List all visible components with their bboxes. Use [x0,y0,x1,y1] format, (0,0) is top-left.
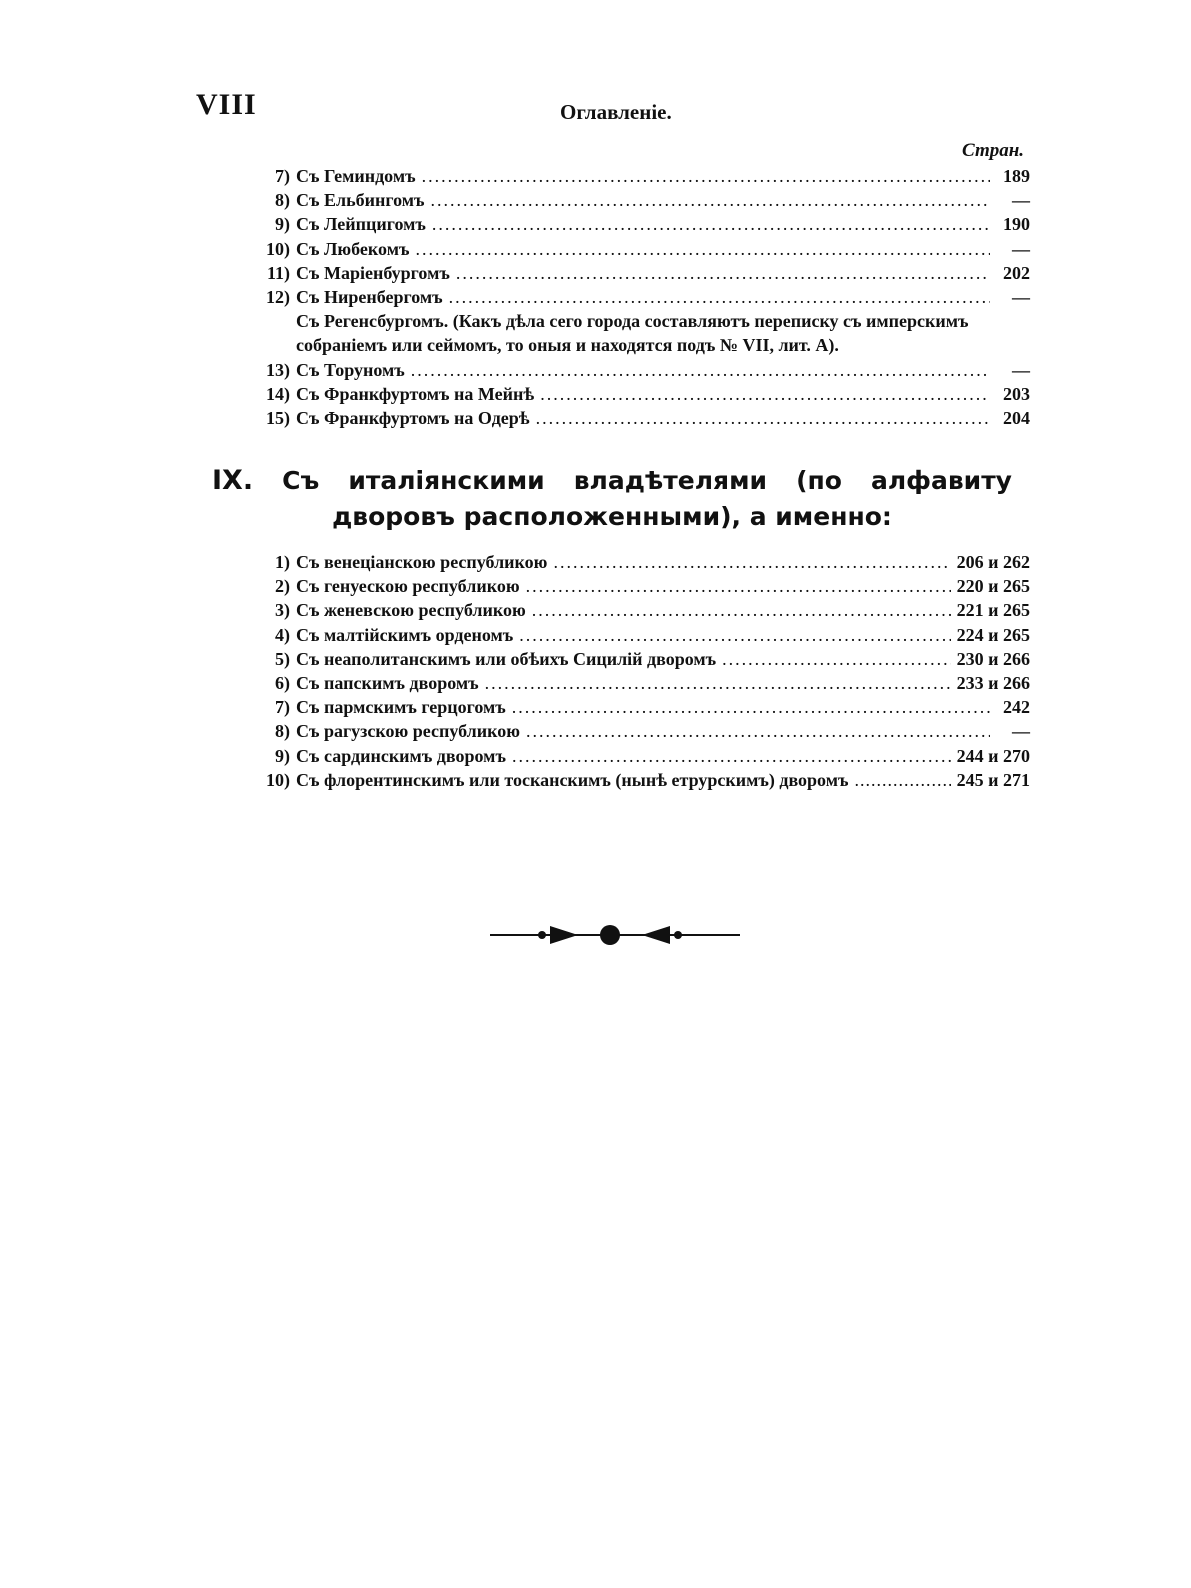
toc-list-section-ix [250,550,1030,792]
toc-row [250,647,1030,671]
toc-label: Съ Ниренбергомъ [296,286,443,307]
toc-page: 203 [1003,383,1030,404]
toc-label: Съ Торуномъ [296,359,405,380]
fleuron-divider-icon [490,916,740,954]
page-number: VIII [196,88,257,121]
toc-label: Съ сардинскимъ дворомъ [296,745,506,766]
toc-note: Съ Регенсбургомъ. (Какъ дѣла сего города составляютъ переписку съ имперскимъ собраніемъ или сеймомъ, то оныя и находятся подъ № VII, лит. А). [296,311,969,356]
toc-page: 233 и 266 [956,672,1030,693]
toc-row [250,695,1030,719]
toc-row [250,261,1030,285]
page-column-heading: Стран. [962,140,1025,161]
toc-page: 206 и 262 [956,552,1030,572]
toc-label: Съ генуескою республикою [296,576,520,597]
toc-page: 224 и 265 [956,624,1030,645]
toc-label: Съ флорентинскимъ или тосканскимъ (нынѣ етрурскимъ) дворомъ [296,769,849,790]
toc-number: 7) [275,166,290,186]
toc-row [250,768,1030,792]
dot-leader [553,550,950,574]
dot-leader [449,285,990,309]
toc-label: Съ пармскимъ герцогомъ [296,697,506,718]
dot-leader [456,261,990,285]
toc-row [250,574,1030,598]
running-title: Оглавленіе. [560,100,672,124]
toc-page: — [1012,190,1030,211]
toc-number: 13) [266,359,290,380]
toc-number: 9) [275,214,290,235]
toc-label: Съ Ельбингомъ [296,190,425,211]
toc-label: Съ Маріенбургомъ [296,262,450,283]
toc-row [250,719,1030,743]
toc-number: 8) [275,721,290,742]
toc-page: 230 и 266 [956,648,1030,669]
toc-label: Съ неаполитанскимъ или обѣихъ Сицилій дворомъ [296,648,717,669]
toc-number: 1) [275,552,290,572]
dot-leader [526,574,951,598]
toc-page: 244 и 270 [956,745,1030,766]
toc-number: 14) [266,383,290,404]
toc-number: 6) [275,672,290,693]
dot-leader [722,647,950,671]
toc-row [250,188,1030,212]
toc-page: 220 и 265 [956,576,1030,597]
toc-number: 9) [275,745,290,766]
toc-number: 15) [266,407,290,428]
toc-row [250,744,1030,768]
toc-label: Съ женевскою республикою [296,600,526,621]
toc-number: 11) [266,262,290,283]
toc-page: 221 и 265 [956,600,1030,621]
toc-page: — [1012,721,1030,742]
section-numeral: IX. [212,465,254,496]
toc-number: 4) [275,624,290,645]
toc-number: 7) [275,697,290,718]
dot-leader [519,623,950,647]
toc-page: 190 [1003,214,1030,235]
toc-row [250,164,1030,188]
toc-page: 245 и 271 [956,769,1030,790]
toc-label: Съ Франкфуртомъ на Мейнѣ [296,383,535,404]
dot-leader [536,406,990,430]
dot-leader [422,164,990,188]
toc-row [250,285,1030,309]
dot-leader [540,382,990,406]
dot-leader [512,695,990,719]
toc-label: Съ малтійскимъ орденомъ [296,624,514,645]
toc-page: 242 [1003,697,1030,718]
toc-page: 204 [1003,407,1030,428]
toc-label: Съ Геминдомъ [296,166,416,186]
toc-number: 3) [275,600,290,621]
toc-page: — [1012,286,1030,307]
toc-number: 5) [275,648,290,669]
toc-page: — [1012,359,1030,380]
dot-leader [532,598,951,622]
dot-leader [485,671,951,695]
toc-label: Съ Лейпцигомъ [296,214,426,235]
toc-row [250,623,1030,647]
dot-leader [526,719,990,743]
section-heading-ix [212,463,1012,535]
toc-row [250,406,1030,430]
toc-page: — [1012,238,1030,259]
toc-list-section-viii [250,164,1030,430]
toc-row [250,382,1030,406]
dot-leader [432,212,990,236]
dot-leader [854,768,950,792]
toc-page: 202 [1003,262,1030,283]
toc-row [250,212,1030,236]
toc-row [250,671,1030,695]
toc-label: Съ Любекомъ [296,238,410,259]
toc-number: 2) [275,576,290,597]
dot-leader [431,188,991,212]
section-title: Съ италіянскими владѣтелями (по алфавиту дворовъ расположенными), а именно: [282,466,1012,531]
toc-label: Съ венеціанскою республикою [296,552,548,572]
toc-number: 10) [266,238,290,259]
toc-row [250,358,1030,382]
toc-number: 12) [266,286,290,307]
toc-row [250,550,1030,574]
dot-leader [512,744,951,768]
toc-row [250,237,1030,261]
toc-label: Съ папскимъ дворомъ [296,672,479,693]
toc-label: Съ Франкфуртомъ на Одерѣ [296,407,530,428]
toc-page: 189 [1003,166,1030,186]
dot-leader [415,237,990,261]
dot-leader [411,358,990,382]
toc-note-row [250,309,1030,357]
toc-row [250,598,1030,622]
toc-number: 10) [266,769,290,790]
toc-number: 8) [275,190,290,211]
toc-label: Съ рагузскою республикою [296,721,521,742]
